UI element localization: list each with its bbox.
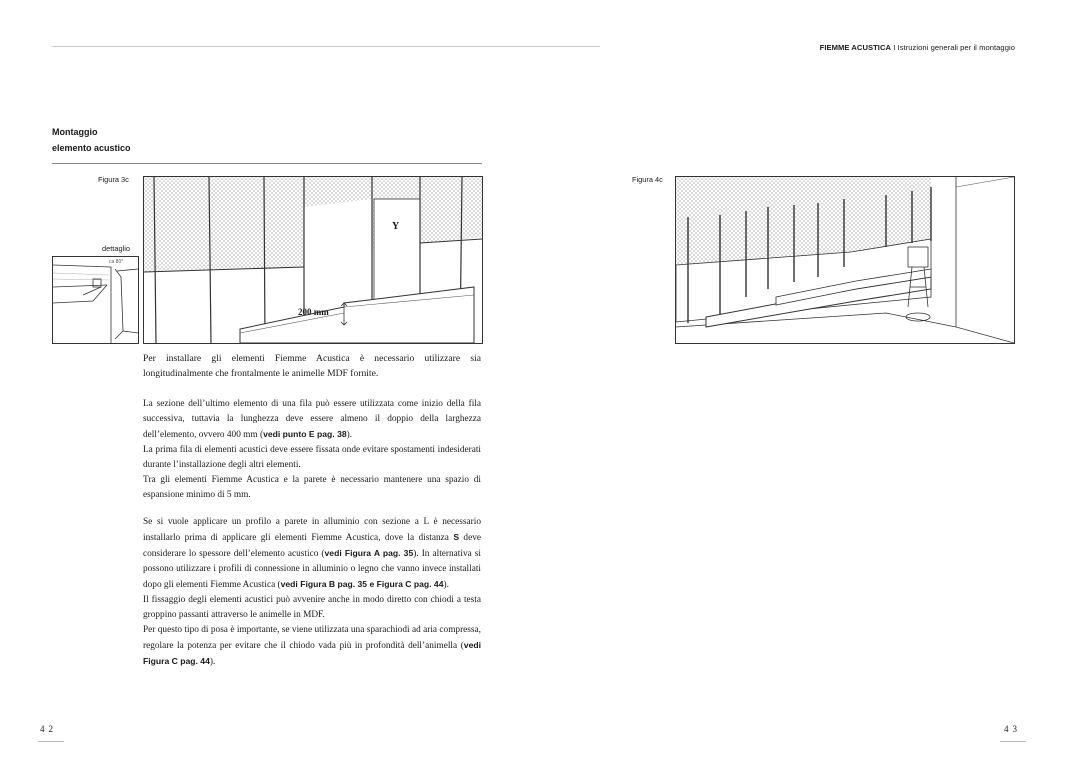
figure-4c-drawing	[676, 177, 1014, 343]
figure-3c-label: Figura 3c	[98, 175, 129, 184]
paragraph-1: Per installare gli elementi Fiemme Acustica è necessario utilizzare sia longitudinalmente che frontalmente le animelle MDF fornite.	[143, 353, 481, 379]
paragraph-5-end: ).	[443, 580, 449, 590]
paragraph-3: La prima fila di elementi acustici deve essere fissata onde evitare spostamenti indesiderati durante l’installazione degli altri elementi.	[143, 445, 481, 470]
paragraph-7-reference: vedi Figura C pag. 44	[143, 640, 481, 666]
figure-4c-illustration	[675, 176, 1015, 344]
paragraph-4: Tra gli elementi Fiemme Acustica e la parete è necessario mantenere una spazio di espansione minimo di 5 mm.	[143, 475, 481, 500]
header-brand: FIEMME ACUSTICA	[819, 43, 892, 52]
figure-3c-mark-y: Y	[392, 221, 400, 232]
section-title-line1: Montaggio	[52, 127, 98, 137]
section-title-line2: elemento acustico	[52, 143, 131, 153]
paragraph-2-reference: vedi punto E pag. 38	[263, 429, 347, 439]
running-header	[620, 43, 1015, 52]
figure-3c-drawing	[144, 177, 482, 343]
paragraph-2-text: La sezione dell’ultimo elemento di una fila può essere utilizzata come inizio della fila successiva, tuttavia la lunghezza deve essere almeno il doppio della larghezza dell’elemento, ovvero 400 mm (	[143, 399, 481, 440]
paragraph-5-text-b: deve considerare lo spessore dell’elemento acustico (	[143, 533, 481, 559]
paragraph-5-reference-2: vedi Figura B pag. 35 e Figura C pag. 44	[280, 579, 444, 589]
paragraph-7-end: ).	[209, 657, 216, 667]
body-text	[143, 351, 481, 381]
header-subtitle: Istruzioni generali per il montaggio	[897, 43, 1015, 52]
detail-label: dettaglio	[102, 244, 130, 253]
page-number-left: 42	[40, 724, 57, 734]
paragraph-5-text-a: Se si vuole applicare un profilo a parete in alluminio con sezione a L è necessario installarlo prima di applicare gli elementi Fiemme Acustica, dove la distanza	[143, 517, 481, 543]
section-title	[52, 124, 131, 156]
figure-3c-dimension: 200 mm	[298, 307, 329, 317]
detail-note: ca 80°	[109, 259, 124, 265]
paragraph-5-text-c: ). In alternativa si possono utilizzare i profili di connessione in alluminio o legno che vanno invece installati dopo gli elementi Fiemme Acustica (	[143, 549, 481, 590]
paragraph-7	[143, 623, 481, 670]
body-text-block-3	[143, 515, 481, 670]
header-rule	[52, 46, 600, 47]
paragraph-2	[143, 397, 481, 443]
paragraph-5-reference-1: vedi Figura A pag. 35	[324, 548, 414, 558]
detail-drawing	[53, 257, 138, 343]
paragraph-5	[143, 515, 481, 593]
footer-rule-left	[38, 741, 64, 742]
figure-4c-label: Figura 4c	[632, 175, 663, 184]
paragraph-7-text: Per questo tipo di posa è importante, se viene utilizzata una sparachiodi ad aria compressa, regolare la potenza per evitare che il chiodo vada più in profondità dell’animella (	[143, 625, 481, 651]
paragraph-5-s: S	[453, 532, 460, 542]
paragraph-6: Il fissaggio degli elementi acustici può avvenire anche in modo diretto con chiodi a testa groppino passanti attraverso le animelle in MDF.	[143, 595, 481, 620]
page-number-right: 43	[1004, 724, 1021, 734]
figure-3c-illustration	[143, 176, 483, 344]
body-text-block-2	[143, 397, 481, 503]
paragraph-2-end: ).	[346, 430, 353, 440]
detail-illustration	[52, 256, 139, 344]
section-rule	[52, 163, 482, 164]
header-separator: I	[893, 43, 896, 52]
footer-rule-right	[1000, 741, 1026, 742]
